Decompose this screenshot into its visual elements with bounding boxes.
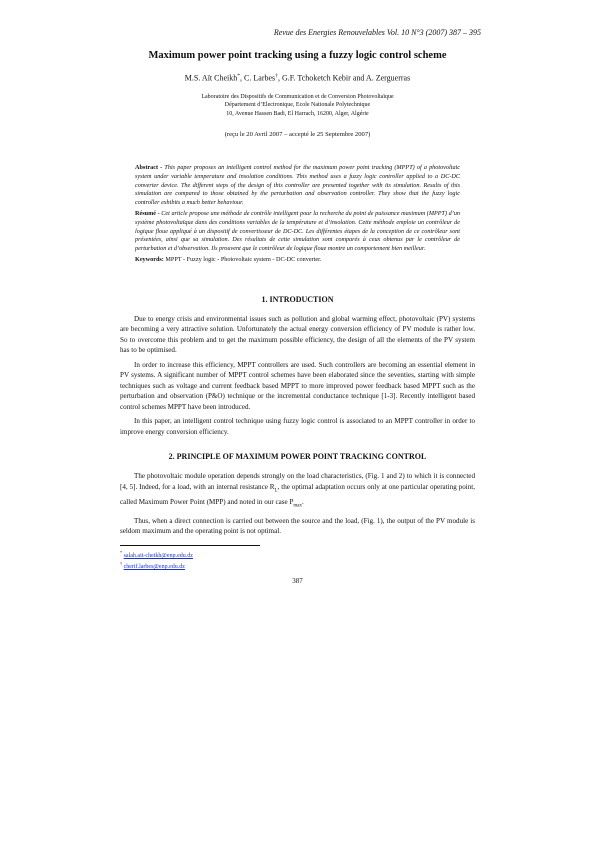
affiliation-line: Département d’Electronique, Ecole Nationale Polytechnique	[224, 102, 371, 109]
received-accepted-dates: (reçu le 20 Avril 2007 – accepté le 25 Septembre 2007)	[224, 131, 371, 139]
author-footnote-mark: †	[275, 73, 278, 79]
symbol-r-load	[269, 482, 278, 494]
footnote	[120, 560, 475, 571]
footnote	[120, 549, 475, 560]
paragraph-text: .	[301, 497, 304, 506]
keywords-text: MPPT - Fuzzy logic - Photovoltaic system - DC-DC converter.	[165, 256, 322, 264]
affiliation-line: 10, Avenue Hassen Badi, El Harrach, 16200, Alger, Algérie	[226, 110, 369, 117]
footnote-mark: †	[120, 560, 123, 566]
email-link[interactable]: salah.ait-cheikh@enp.edu.dz	[123, 552, 193, 559]
paper-title: Maximum power point tracking using a fuzzy logic control scheme	[148, 50, 447, 61]
author-footnote-mark: *	[237, 73, 241, 79]
page-number: 387	[292, 576, 303, 585]
footnote-divider	[120, 545, 260, 546]
author-name: C. Larbes	[244, 73, 276, 83]
keywords-label: Keywords:	[135, 256, 164, 264]
symbol-p-max	[289, 497, 302, 509]
author-name: M.S. Aït Cheikh	[184, 73, 238, 83]
paragraph-text: , the optimal adaptation occurs only at one particular operating point, called Maximum Power Point (MPP) and noted in our case	[120, 482, 475, 506]
paragraph: Thus, when a direct connection is carried out between the source and the load, (Fig. 1), the output of the PV module is seldom maximum and the operating point is not optimal.	[120, 516, 475, 536]
running-head: Revue des Energies Renouvelables Vol. 10 N°3 (2007) 387 – 395	[273, 28, 481, 37]
abstract-block	[135, 164, 460, 265]
author-name: G.F. Tchoketch Kebir and A. Zerguerras	[281, 73, 411, 83]
symbol-subscript: max	[293, 503, 302, 509]
abstract-label: Abstract -	[135, 164, 163, 172]
affiliation	[120, 93, 475, 119]
author-list: M.S. Aït Cheikh*, C. Larbes†, G.F. Tchoketch Kebir and A. Zerguerras	[184, 73, 411, 83]
email-link[interactable]: cherif.larbes@enp.edu.dz	[123, 563, 185, 570]
symbol-letter: R	[269, 482, 275, 491]
resume-label: Résumé -	[135, 210, 160, 218]
paragraph: In order to increase this efficiency, MPPT controllers are used. Such controllers are becoming an essential element in PV systems. A significant number of MPPT control schemes have been elaborated since the seventies, starting with simple techniques such as voltage and current feedback based MPPT to more improved power feedback based MPPT such as the perturbation and observation (P&O) technique or the incremental conductance technique [1-3]. Recently intelligent based control schemes MPPT have been introduced.	[120, 360, 475, 411]
symbol-subscript: L	[274, 488, 278, 494]
paragraph: Due to energy crisis and environmental issues such as pollution and global warming effect, photovoltaic (PV) systems are becoming a very attractive solution. Unfortunately the actual energy conversion efficiency of PV module is rather low. So to overcome this problem and to get the maximum possible efficiency, the design of all the elements of the PV system has to be optimised.	[120, 314, 475, 355]
abstract-english	[135, 164, 460, 207]
paragraph: In this paper, an intelligent control technique using fuzzy logic control is associated to an MPPT controller in order to improve energy conversion efficiency.	[120, 417, 475, 436]
section-heading-mppt: 2. PRINCIPLE OF MAXIMUM POWER POINT TRACKING CONTROL	[168, 452, 427, 462]
introduction-body	[120, 314, 475, 438]
section-heading-introduction: 1. INTRODUCTION	[261, 294, 334, 304]
keywords	[135, 256, 460, 265]
resume-text: Cet article propose une méthode de contrôle intelligent pour la recherche du point de puissance maximum (MPPT) d’un système photovoltaïque dans des conditions variables de la température et d’insolation. Cette méthode emploie un contrôleur de logique floue appliqué à un dispositif de convertisseur de DC-DC. Les différentes étapes de la conception de ce contrôleur sont présentées, ainsi que sa simulation. Des résultats de cette simulation sont comparés à ceux obtenus par le contrôleur de perturbation et d’observation. Ils prouvent que le contrôleur de logique floue montre un comportement bien meilleur.	[135, 210, 461, 252]
footnote-mark: *	[120, 549, 123, 555]
abstract-text: This paper proposes an intelligent control method for the maximum power point tracking (MPPT) of a photovoltaic system under variable temperature and insolation conditions. This method uses a fuzzy logic controller applied to a DC-DC converter device. The different steps of the design of this controller are presented together with its simulation. Results of this simulation are compared to those obtained by the perturbation and observation controller. They show that the fuzzy logic controller exhibits a much better behaviour.	[135, 164, 460, 206]
footnotes	[120, 549, 475, 571]
paragraph-text: The photovoltaic module operation depends strongly on the load characteristics, (Fig. 1 and 2) to which it is connected [4, 5]. Indeed, for a load, with an internal resistance	[120, 472, 475, 491]
paragraph	[120, 471, 475, 511]
symbol-letter: P	[289, 497, 294, 506]
mppt-body	[120, 471, 475, 536]
affiliation-line: Laboratoire des Dispositifs de Communication et de Conversion Photovoltaïque	[201, 93, 394, 100]
abstract-french	[135, 210, 460, 253]
